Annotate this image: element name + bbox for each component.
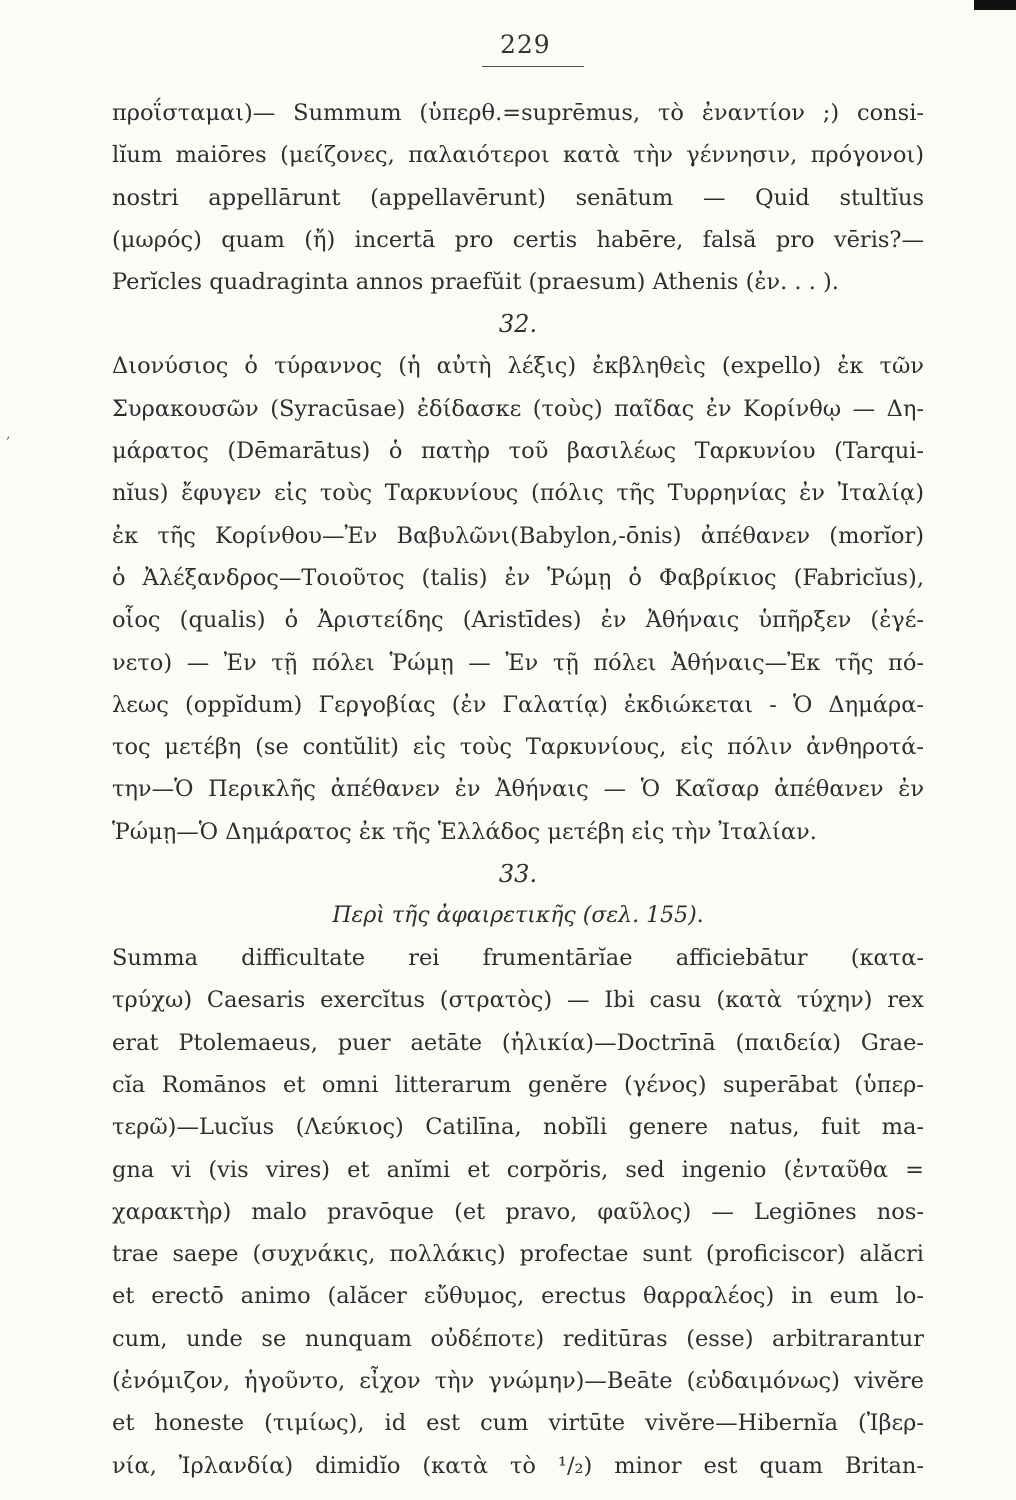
text-line: (ἐνόμιζον, ἡγοῦντο, εἶχον τὴν γνώμην)—Beāte (εὐδαιμόνως) vivĕre xyxy=(112,1368,924,1395)
text-line: cum, unde se nunquam οὐδέποτε) reditūras (esse) arbitrarantur xyxy=(112,1325,924,1352)
text-line: trae saepe (συχνάκις, πολλάκις) profectae sunt (proficiscor) alăcri xyxy=(112,1241,924,1268)
text-line: χαρακτὴρ) malo pravōque (et pravo, φαῦλος) — Legiōnes nos- xyxy=(112,1198,924,1225)
text-line: et honeste (τιμίως), id est cum virtūte vivĕre—Hibernĭa (Ἰβερ- xyxy=(112,1410,924,1437)
section-heading-32: 32. xyxy=(498,310,538,339)
text-line: οἷος (qualis) ὁ Ἀριστείδης (Aristīdes) ἐν Ἀθήναις ὑπῆρξεν (ἐγέ- xyxy=(112,607,924,634)
page-number: 229 xyxy=(500,30,551,59)
text-line: erat Ptolemaeus, puer aetāte (ἡλικία)—Doctrīnā (παιδεία) Grae- xyxy=(112,1029,924,1056)
text-line: ὁ Ἀλέξανδρος—Τοιοῦτος (talis) ἐν Ῥώμῃ ὁ Φαβρίκιος (Fabricĭus), xyxy=(112,564,924,591)
margin-mark: ‚ xyxy=(6,426,11,442)
text-line: ἐκ τῆς Κορίνθου—Ἐν Βαβυλῶνι(Babylon,-ōnis) ἀπέθανεν (morĭor) xyxy=(112,522,924,549)
text-line: Συρακουσῶν (Syracūsae) ἐδίδασκε (τοὺς) παῖδας ἐν Κορίνθῳ — Δη- xyxy=(112,395,924,422)
text-line: τος μετέβη (se contŭlit) εἰς τοὺς Ταρκυνίους, εἰς πόλιν ἀνθηροτά- xyxy=(112,734,924,761)
text-line: την—Ὁ Περικλῆς ἀπέθανεν ἐν Ἀθήναις — Ὁ Καῖσαρ ἀπέθανεν ἐν xyxy=(112,776,924,803)
text-line: τρύχω) Caesaris exercĭtus (στρατὸς) — Ibi casu (κατὰ τύχην) rex xyxy=(112,987,924,1014)
text-line: Διονύσιος ὁ τύραννος (ἡ αὐτὴ λέξις) ἐκβληθεὶς (expello) ἐκ τῶν xyxy=(112,353,924,380)
text-line: προΐσταμαι)— Summum (ὑπερθ.=suprēmus, τὸ ἐναντίον ;) consi- xyxy=(112,100,924,126)
text-line: nĭus) ἔφυγεν εἰς τοὺς Ταρκυνίους (πόλις τῆς Τυρρηνίας ἐν Ἰταλίᾳ) xyxy=(112,480,924,507)
text-line: Summa difficultate rei frumentārĭae afficiebātur (κατα- xyxy=(112,945,924,972)
text-line: τερῶ)—Lucĭus (Λεύκιος) Catilīna, nobĭli genere natus, fuit ma- xyxy=(112,1114,924,1141)
text-line: nostri appellārunt (appellavērunt) senātum — Quid stultĭus xyxy=(112,184,924,211)
page-number-rule xyxy=(482,66,584,67)
scan-corner-mark xyxy=(974,0,1016,10)
text-line: gna vi (vis vires) et anĭmi et corpŏris, sed ingenio (ἐνταῦθα = xyxy=(112,1156,924,1183)
text-line: Ῥώμῃ—Ὁ Δημάρατος ἐκ τῆς Ἑλλάδος μετέβη εἰς τὴν Ἰταλίαν. xyxy=(112,818,817,845)
page-text xyxy=(112,92,924,1487)
text-line: Perĭcles quadraginta annos praefŭit (praesum) Athenis (ἐν. . . ). xyxy=(112,269,839,296)
text-line: νετο) — Ἐν τῇ πόλει Ῥώμῃ — Ἐν τῇ πόλει Ἀθήναις—Ἐκ τῆς πό- xyxy=(112,649,924,676)
text-line: (μωρός) quam (ἤ) incertā pro certis habēre, falsă pro vēris?— xyxy=(112,226,924,253)
text-line: λεως (oppĭdum) Γεργοβίας (ἐν Γαλατίᾳ) ἐκδιώκεται - Ὁ Δημάρα- xyxy=(112,691,924,718)
text-line: lĭum maiōres (μείζονες, παλαιότεροι κατὰ τὴν γέννησιν, πρόγονοι) xyxy=(112,142,924,169)
text-line: et erectō animo (alăcer εὔθυμος, erectus θαρραλέος) in eum lo- xyxy=(112,1283,924,1310)
text-line: νία, Ἰρλανδία) dimidĭo (κατὰ τὸ ¹/₂) minor est quam Britan- xyxy=(112,1452,924,1479)
text-line: μάρατος (Dēmarātus) ὁ πατὴρ τοῦ βασιλέως Ταρκυνίου (Tarqui- xyxy=(112,438,924,465)
section-subheading-33: Περὶ τῆς ἀφαιρετικῆς (σελ. 155). xyxy=(332,903,704,929)
section-heading-33: 33. xyxy=(498,860,538,889)
text-line: cĭa Romānos et omni litterarum genĕre (γένος) superābat (ὑπερ- xyxy=(112,1071,924,1098)
